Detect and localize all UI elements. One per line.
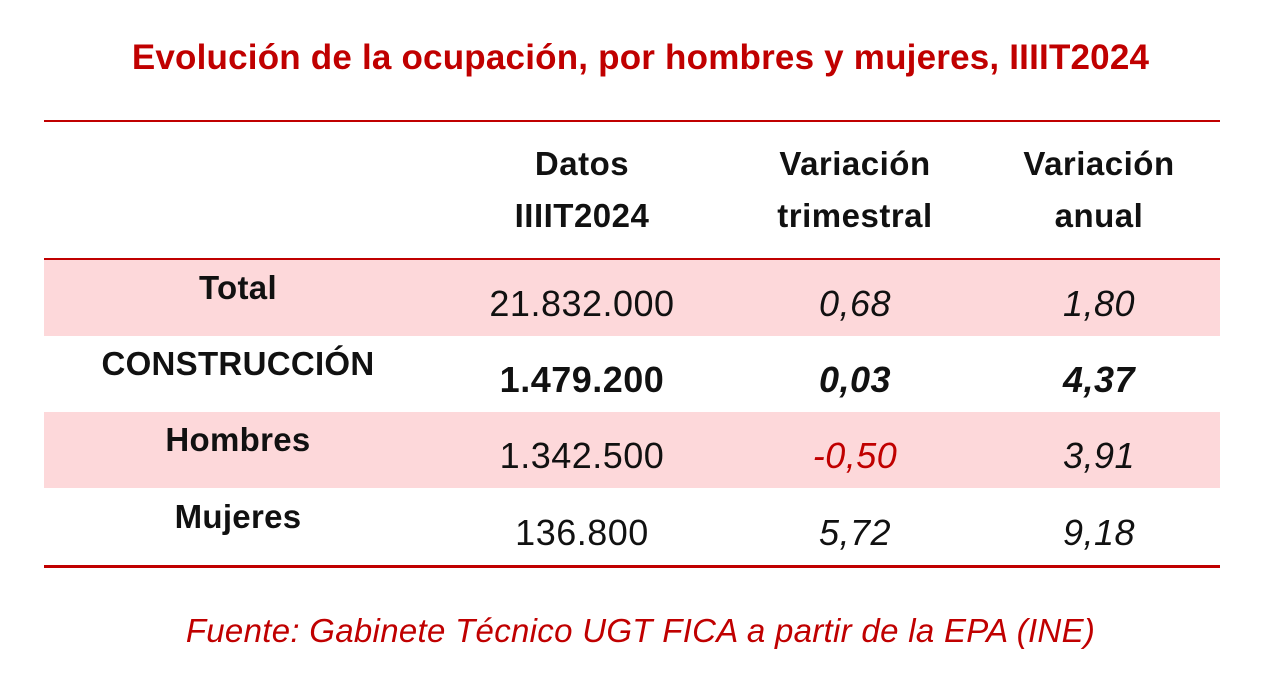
row-label: Mujeres [174, 497, 302, 535]
header-trimestral-line1: Variación [779, 145, 931, 182]
cell-datos: 136.800 [515, 511, 649, 553]
cell-anual: 3,91 [1062, 435, 1136, 476]
cell-anual: 9,18 [1062, 511, 1136, 553]
header-variacion-anual [978, 122, 1220, 258]
cell-anual: 4,37 [1062, 359, 1136, 400]
bottom-rule [44, 565, 1220, 568]
table-row-total [44, 260, 1220, 336]
header-variacion-trimestral [732, 122, 978, 258]
row-label: CONSTRUCCIÓN [101, 345, 375, 382]
cell-trimestral: 0,68 [818, 283, 892, 324]
header-datos [432, 122, 732, 258]
cell-datos: 1.479.200 [499, 359, 665, 400]
table-row-mujeres [44, 488, 1220, 565]
header-datos-line1: Datos [534, 145, 630, 182]
table-title: Evolución de la ocupación, por hombres y mujeres, IIIIT2024 [131, 38, 1150, 77]
header-row [44, 122, 1220, 258]
table-row-hombres [44, 412, 1220, 488]
cell-anual: 1,80 [1062, 283, 1136, 324]
header-datos-line2: IIIIT2024 [514, 197, 650, 234]
source-note: Fuente: Gabinete Técnico UGT FICA a partir de la EPA (INE) [185, 612, 1096, 649]
header-trimestral-line2: trimestral [777, 197, 933, 234]
row-label: Hombres [165, 421, 311, 458]
cell-trimestral: 5,72 [818, 511, 892, 553]
row-label: Total [199, 269, 277, 306]
cell-datos: 1.342.500 [499, 435, 665, 476]
cell-datos: 21.832.000 [489, 283, 675, 324]
table-row-construccion [44, 336, 1220, 412]
header-anual-line1: Variación [1023, 145, 1175, 182]
cell-trimestral: 0,03 [818, 359, 892, 400]
header-empty-cell [44, 122, 432, 258]
cell-trimestral: -0,50 [812, 435, 898, 476]
header-anual-line2: anual [1054, 197, 1144, 234]
